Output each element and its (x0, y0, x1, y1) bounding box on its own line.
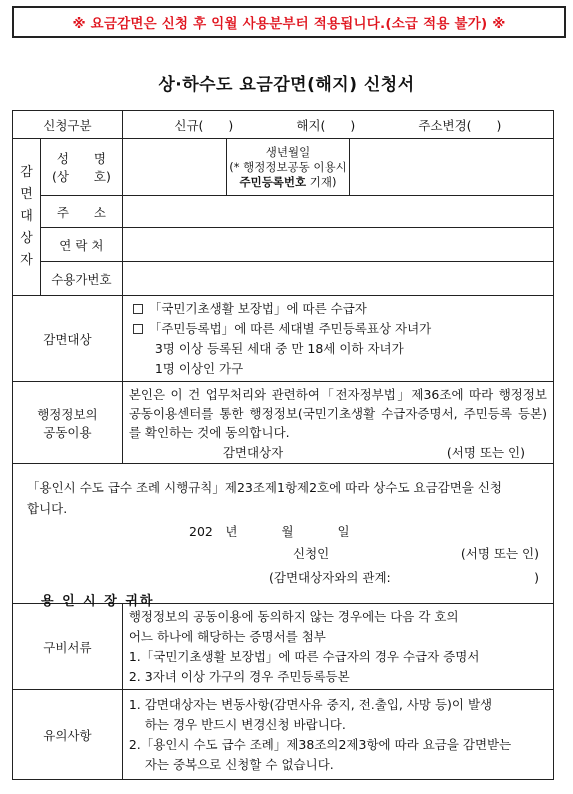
notes-cell (122, 690, 553, 780)
consent-text: 본인은 이 건 업무처리와 관련하여「전자정부법」제36조에 따라 행정정보 공동이용센터를 통한 행정정보(국민기초생활 수급자증명서, 주민등록 등본)를 확인하는 것에 동의합니다. (128, 387, 547, 440)
documents-label: 구비서류 (13, 604, 123, 690)
checkbox-multi-child[interactable] (133, 324, 143, 334)
documents-line-1: 행정정보의 공동이용에 동의하지 않는 경우에는 다음 각 호의 (128, 608, 459, 624)
documents-cell (122, 604, 553, 690)
option-cancel[interactable]: 해지( ) (296, 117, 356, 133)
notes-line-2: 하는 경우 반드시 변경신청 바랍니다. (144, 716, 346, 732)
birth-label: 생년월일 (* 행정정보공동 이용시 주민등록번호 기재) (226, 139, 350, 196)
notice-banner: ※ 요금감면은 신청 후 익월 사용분부터 적용됩니다.(소급 적용 불가) ※ (12, 6, 566, 38)
notes-line-3: 2.「용인시 수도 급수 조례」제38조의2제3항에 따라 요금을 감면받는 (128, 736, 512, 752)
applicant-section-label: 감 면 대 상 자 (13, 139, 41, 296)
recipient: 용 인 시 장 귀하 (41, 593, 155, 609)
page-title: 상·하수도 요금감면(해지) 신청서 (158, 75, 415, 95)
target-item-2-line-2: 3명 이상 등록된 세대 중 만 18세 이하 자녀가 (154, 340, 404, 356)
application-text: 「용인시 수도 급수 조례 시행규칙」제23조제1항제2호에 따라 상수도 요금감면을 신청합니다. (27, 479, 503, 516)
address-field[interactable] (122, 196, 553, 228)
application-date[interactable]: 202 년 월 일 (189, 523, 350, 539)
target-item-1: 「국민기초생활 보장법」에 따른 수급자 (148, 300, 367, 316)
documents-line-2: 어느 하나에 해당하는 증명서를 첨부 (128, 628, 326, 644)
target-options (122, 296, 553, 382)
application-type-label: 신청구분 (13, 111, 123, 139)
address-label: 주 소 (40, 196, 122, 228)
notes-line-1: 1. 감면대상자는 변동사항(감면사유 중지, 전.출입, 사망 등)이 발생 (128, 696, 493, 712)
consent-label: 행정정보의 공동이용 (13, 382, 123, 464)
applicant-name-label: 신청인 (293, 545, 330, 561)
notes-line-4: 자는 중복으로 신청할 수 없습니다. (144, 756, 334, 772)
consent-signature[interactable]: (서명 또는 인) (446, 445, 525, 460)
option-new[interactable]: 신규( ) (174, 117, 234, 133)
option-address-change[interactable]: 주소변경( ) (418, 117, 502, 133)
application-form-table (12, 110, 554, 780)
notes-label: 유의사항 (13, 690, 123, 780)
documents-line-3: 1.「국민기초생활 보장법」에 따른 수급자의 경우 수급자 증명서 (128, 648, 480, 664)
applicant-signature[interactable]: (서명 또는 인) (460, 545, 539, 561)
consent-cell (122, 382, 553, 464)
contact-field[interactable] (122, 228, 553, 262)
documents-line-4: 2. 3자녀 이상 가구의 경우 주민등록등본 (128, 668, 350, 684)
contact-label: 연 락 처 (40, 228, 122, 262)
customer-number-label: 수용가번호 (40, 262, 122, 296)
checkbox-basic-livelihood[interactable] (133, 304, 143, 314)
name-field[interactable] (122, 139, 226, 196)
relation-close: ) (534, 569, 539, 585)
target-item-2: 「주민등록법」에 따른 세대별 주민등록표상 자녀가 (148, 320, 432, 336)
application-statement (13, 464, 554, 609)
name-label: 성 명 (상 호) (40, 139, 122, 196)
customer-number-field[interactable] (122, 262, 553, 296)
target-label: 감면대상 (13, 296, 123, 382)
target-item-2-line-3: 1명 이상인 가구 (154, 360, 244, 376)
birth-field[interactable] (350, 139, 554, 196)
consent-signer: 감면대상자 (222, 445, 284, 460)
application-type-options (122, 111, 553, 139)
relation-label: (감면대상자와의 관계: (269, 569, 391, 585)
